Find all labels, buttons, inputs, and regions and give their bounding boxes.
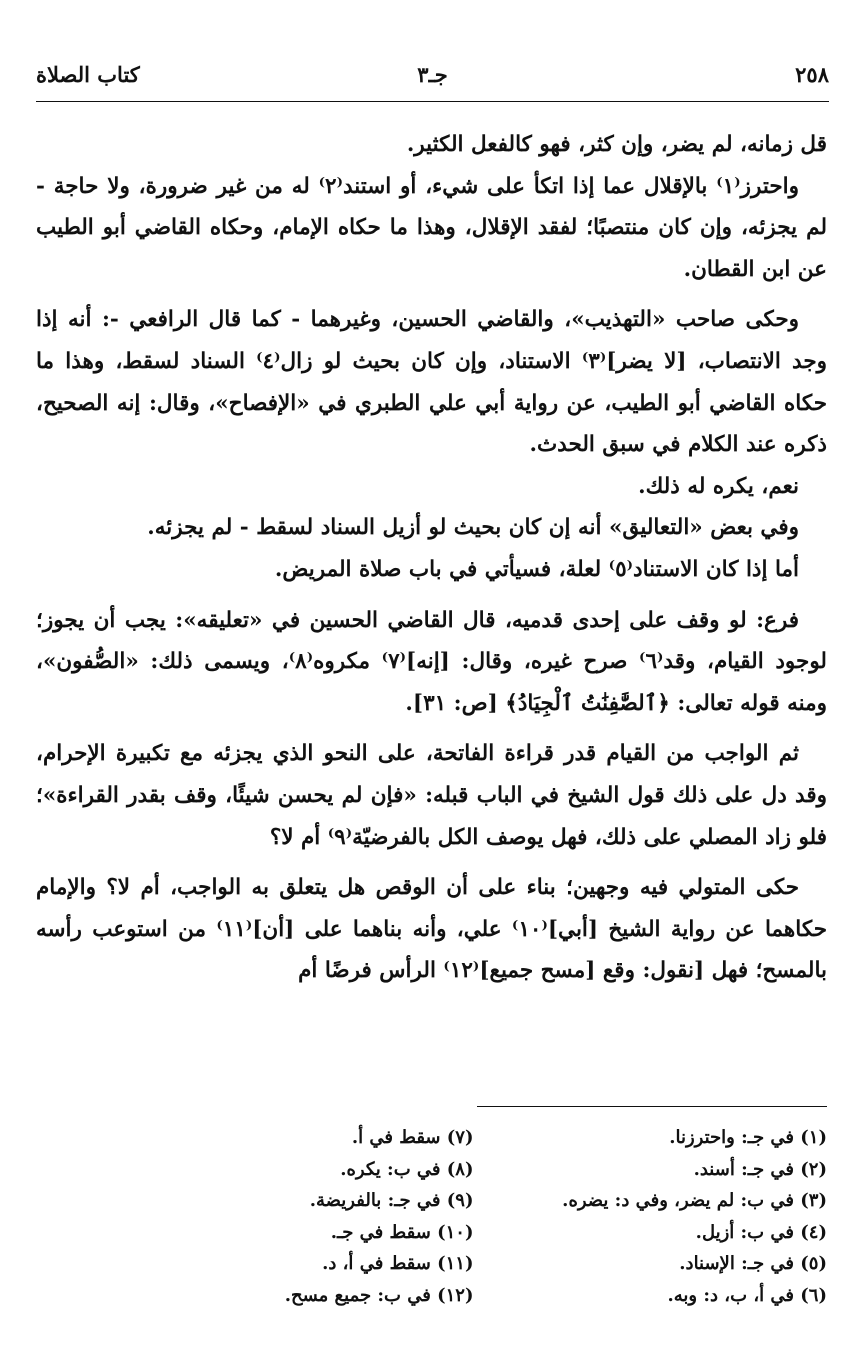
page-number: ٢٥٨ — [795, 62, 829, 87]
paragraph: أما إذا كان الاستناد⁽٥⁾ لعلة، فسيأتي في باب صلاة المريض. — [274, 556, 799, 582]
paragraph: وفي بعض «التعاليق» أنه إن كان بحيث لو أزيل السناد لسقط - لم يجزئه. — [147, 515, 799, 541]
page-header — [36, 62, 829, 102]
paragraph: فرع: لو وقف على إحدى قدميه، قال القاضي الحسين في «تعليقه»: يجب أن يجوز؛ لوجود القيام، وقد⁽٦⁾ صرح غيره، وقال: [إنه]⁽٧⁾ مكروه⁽٨⁾، ويسمى ذلك: «الصُّفون»، ومنه قوله تعالى: ﴿ٱلصَّٰفِنَٰتُ ٱلْجِيَادُ﴾ [ص: ٣١]. — [36, 607, 827, 716]
footnote: (٤) في ب: أزيل. — [695, 1221, 827, 1243]
footnote-column-left — [120, 1122, 474, 1311]
book-title: كتاب الصلاة — [36, 62, 140, 87]
footnotes — [120, 1122, 827, 1311]
header-divider — [36, 101, 829, 102]
footnote: (١) في جـ: واحترزنا. — [669, 1127, 827, 1148]
paragraph: واحترز⁽١⁾ بالإقلال عما إذا اتكأ على شيء، أو استند⁽٢⁾ له من غير ضرورة، ولا حاجة - لم يجزئه، وإن كان منتصبًا؛ لفقد الإقلال، وهذا ما حكاه الإمام، وحكاه القاضي أبو الطيب عن ابن القطان. — [36, 173, 827, 282]
footnote: (١١) سقط في أ، د. — [322, 1253, 474, 1274]
volume-label: جـ٣ — [417, 62, 448, 87]
main-text — [36, 124, 827, 992]
paragraph: قل زمانه، لم يضر، وإن كثر، فهو كالفعل الكثير. — [406, 132, 827, 157]
footnote: (٩) في جـ: بالفريضة. — [309, 1190, 474, 1211]
footnote: (٢) في جـ: أسند. — [693, 1158, 827, 1180]
paragraph: وحكى صاحب «التهذيب»، والقاضي الحسين، وغيرهما - كما قال الرافعي -: أنه إذا وجد الانتصاب، [لا يضر]⁽٣⁾ الاستناد، وإن كان بحيث لو زال⁽٤⁾ السناد لسقط، وهذا ما حكاه القاضي أبو الطيب، عن رواية أبي علي الطبري في «الإفصاح»، وقال: إنه الصحيح، ذكره عند الكلام في سبق الحدث. — [36, 307, 827, 458]
paragraph: نعم، يكره له ذلك. — [638, 473, 799, 499]
paragraph: حكى المتولي فيه وجهين؛ بناء على أن الوقص هل يتعلق به الواجب، أم لا؟ والإمام حكاهما عن رواية الشيخ [أبي]⁽١٠⁾ علي، وأنه بناهما على [أن]⁽١١⁾ من استوعب رأسه بالمسح؛ فهل [نقول: وقع [مسح جميع]⁽١٢⁾ الرأس فرضًا أم — [36, 875, 827, 984]
paragraph: ثم الواجب من القيام قدر قراءة الفاتحة، على النحو الذي يجزئه مع تكبيرة الإحرام، وقد دل على ذلك قول الشيخ في الباب قبله: «فإن لم يحسن شيئًا، وقف بقدر القراءة»؛ فلو زاد المصلي على ذلك، فهل يوصف الكل بالفرضيّة⁽٩⁾ أم لا؟ — [36, 741, 827, 850]
footnote: (٥) في جـ: الإسناد. — [679, 1253, 827, 1274]
footnote: (٦) في أ، ب، د: وبه. — [667, 1284, 827, 1306]
footnote-divider — [477, 1106, 827, 1107]
footnote: (١٢) في ب: جميع مسح. — [284, 1284, 474, 1306]
footnote: (٧) سقط في أ. — [351, 1127, 474, 1148]
footnote: (١٠) سقط في جـ. — [330, 1221, 474, 1243]
footnote-column-right — [474, 1122, 828, 1311]
footnote: (٣) في ب: لم يضر، وفي د: يضره. — [562, 1190, 827, 1211]
footnote: (٨) في ب: يكره. — [340, 1158, 474, 1180]
